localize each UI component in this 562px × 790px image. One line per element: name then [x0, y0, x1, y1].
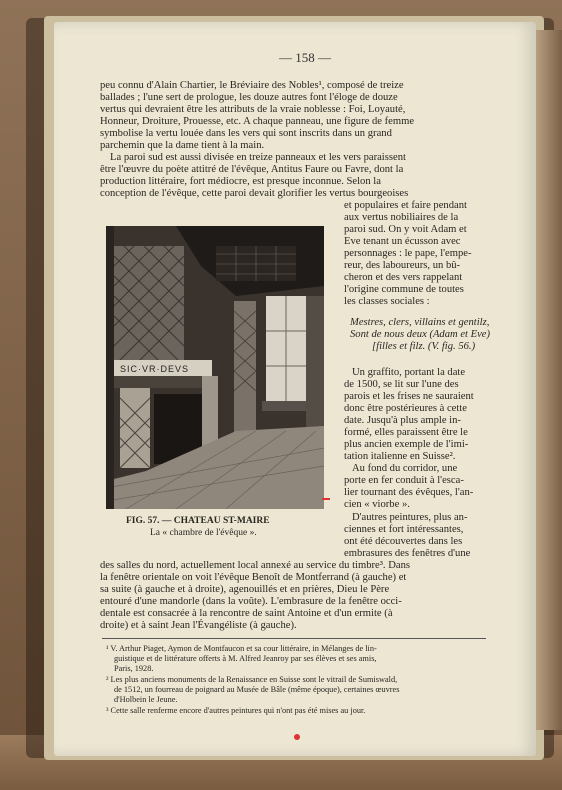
- footnote-line: d'Holbein le Jeune.: [114, 695, 178, 704]
- text-line: Eve tenant un écusson avec: [344, 236, 461, 247]
- text-line: ballades ; l'une sert de prologue, les douze autres font l'éloge de douze: [100, 92, 398, 103]
- footnote-rule: [102, 638, 486, 639]
- text-line: dentale est consacrée à la rencontre de saint Antoine et d'un ermite (à: [100, 608, 393, 619]
- text-line: porte en fer conduit à l'esca-: [344, 475, 464, 486]
- text-line: parchemin que la dame tient à la main.: [100, 140, 265, 151]
- page-number: — 158 —: [279, 50, 331, 65]
- text-line: donc être postérieures à cette: [344, 403, 467, 414]
- text-line: conception de l'évêque, cette paroi devait glorifier les vertus bourgeoises: [100, 188, 409, 199]
- text-line: ciennes et fort intéressantes,: [344, 524, 464, 535]
- text-line: lier tournant des évêques, l'an-: [344, 487, 474, 498]
- svg-text:SIC·VR·DEVS: SIC·VR·DEVS: [120, 364, 190, 374]
- text-line: vertus qui devraient être les attributs de la vraie noblesse : Foi, Loyauté,: [100, 104, 406, 115]
- text-line: des salles du nord, actuellement local annexé au service du timbre³. Dans: [100, 560, 410, 571]
- photo-chambre-de-l-eveque: [106, 226, 324, 509]
- verse-line: [filles et filz. (V. fig. 56.): [372, 341, 476, 352]
- text-line: peu connu d'Alain Chartier, le Bréviaire des Nobles¹, composé de treize: [100, 80, 404, 91]
- book-spine: [536, 30, 562, 730]
- text-line: date. Jusqu'à plus ample in-: [344, 415, 461, 426]
- text-line: personnages : le pape, l'empe-: [344, 248, 472, 259]
- text-line: sa suite (à gauche et à droite), agenouillés et en prières, Dieu le Père: [100, 584, 390, 595]
- text-line: symbolise la vertu louée dans les vers qui sont inscrits dans un grand: [100, 128, 392, 139]
- text-line: ont été découvertes dans les: [344, 536, 463, 547]
- text-line: reur, des laboureurs, un bû-: [344, 260, 461, 271]
- text-line: cien « viorbe ».: [344, 499, 410, 510]
- text-line: La paroi sud est aussi divisée en treize panneaux et les vers paraissent: [110, 152, 406, 163]
- figure-caption-sub: La « chambre de l'évêque ».: [150, 528, 257, 538]
- text-line: parois et les frises ne sauraient: [344, 391, 474, 402]
- text-line: plus ancien exemple de l'imi-: [344, 439, 469, 450]
- text-line: être l'œuvre du poète attitré de l'évêque, Antitus Faure ou Favre, dont la: [100, 164, 404, 175]
- text-line: entouré d'une mandorle (dans la voûte). L'embrasure de la fenêtre occi-: [100, 596, 402, 607]
- text-line: la fenêtre orientale on voit l'évêque Benoît de Montferrand (à gauche) et: [100, 572, 407, 583]
- text-line: Honneur, Droiture, Prouesse, etc. A chaque panneau, une figure de femme: [100, 116, 415, 127]
- text-line: formé, elles paraissent être le: [344, 427, 468, 438]
- text-line: Au fond du corridor, une: [352, 463, 458, 474]
- text-line: les classes sociales :: [344, 296, 430, 307]
- book-page: [54, 22, 536, 756]
- text-line: droite) et à saint Jean l'Évangéliste (à gauche).: [100, 620, 297, 631]
- footnote-line: de 1512, un fourreau de poignard au Musée de Bâle (même époque), certaines œuvres: [114, 685, 400, 694]
- figure-caption: FIG. 57. — CHATEAU ST-MAIRE: [126, 516, 270, 526]
- footnote-line: ² Les plus anciens monuments de la Renaissance en Suisse sont le vitrail de Sumiswald,: [106, 675, 398, 684]
- footnote-line: ¹ V. Arthur Piaget, Aymon de Montfaucon et sa cour littéraire, in Mélanges de lin-: [106, 644, 377, 653]
- text-line: aux vertus nobiliaires de la: [344, 212, 459, 223]
- footnote-line: guistique et de littérature offerts à M. Alfred Jeanroy par ses élèves et ses amis,: [114, 654, 377, 663]
- red-ink-mark: [322, 498, 330, 500]
- text-line: et populaires et faire pendant: [344, 200, 467, 211]
- text-line: l'origine commune de toutes: [344, 284, 464, 295]
- footnote-line: Paris, 1928.: [114, 664, 154, 673]
- text-line: de 1500, se lit sur l'une des: [344, 379, 459, 390]
- verse-line: Mestres, clers, villains et gentilz,: [350, 317, 490, 328]
- text-line: D'autres peintures, plus an-: [352, 512, 468, 523]
- text-line: Un graffito, portant la date: [352, 367, 466, 378]
- text-line: embrasures des fenêtres d'une: [344, 548, 471, 559]
- red-ink-dot: [294, 734, 300, 740]
- text-line: paroi sud. On y voit Adam et: [344, 224, 467, 235]
- text-line: production littéraire, fort médiocre, est presque inconnue. Selon la: [100, 176, 381, 187]
- text-line: cheron et des vers rappelant: [344, 272, 463, 283]
- footnote-line: ³ Cette salle renferme encore d'autres peintures qui n'ont pas été mises au jour.: [106, 706, 366, 715]
- text-line: tation italienne en Suisse².: [344, 451, 456, 462]
- verse-line: Sont de nous deux (Adam et Eve): [350, 329, 491, 340]
